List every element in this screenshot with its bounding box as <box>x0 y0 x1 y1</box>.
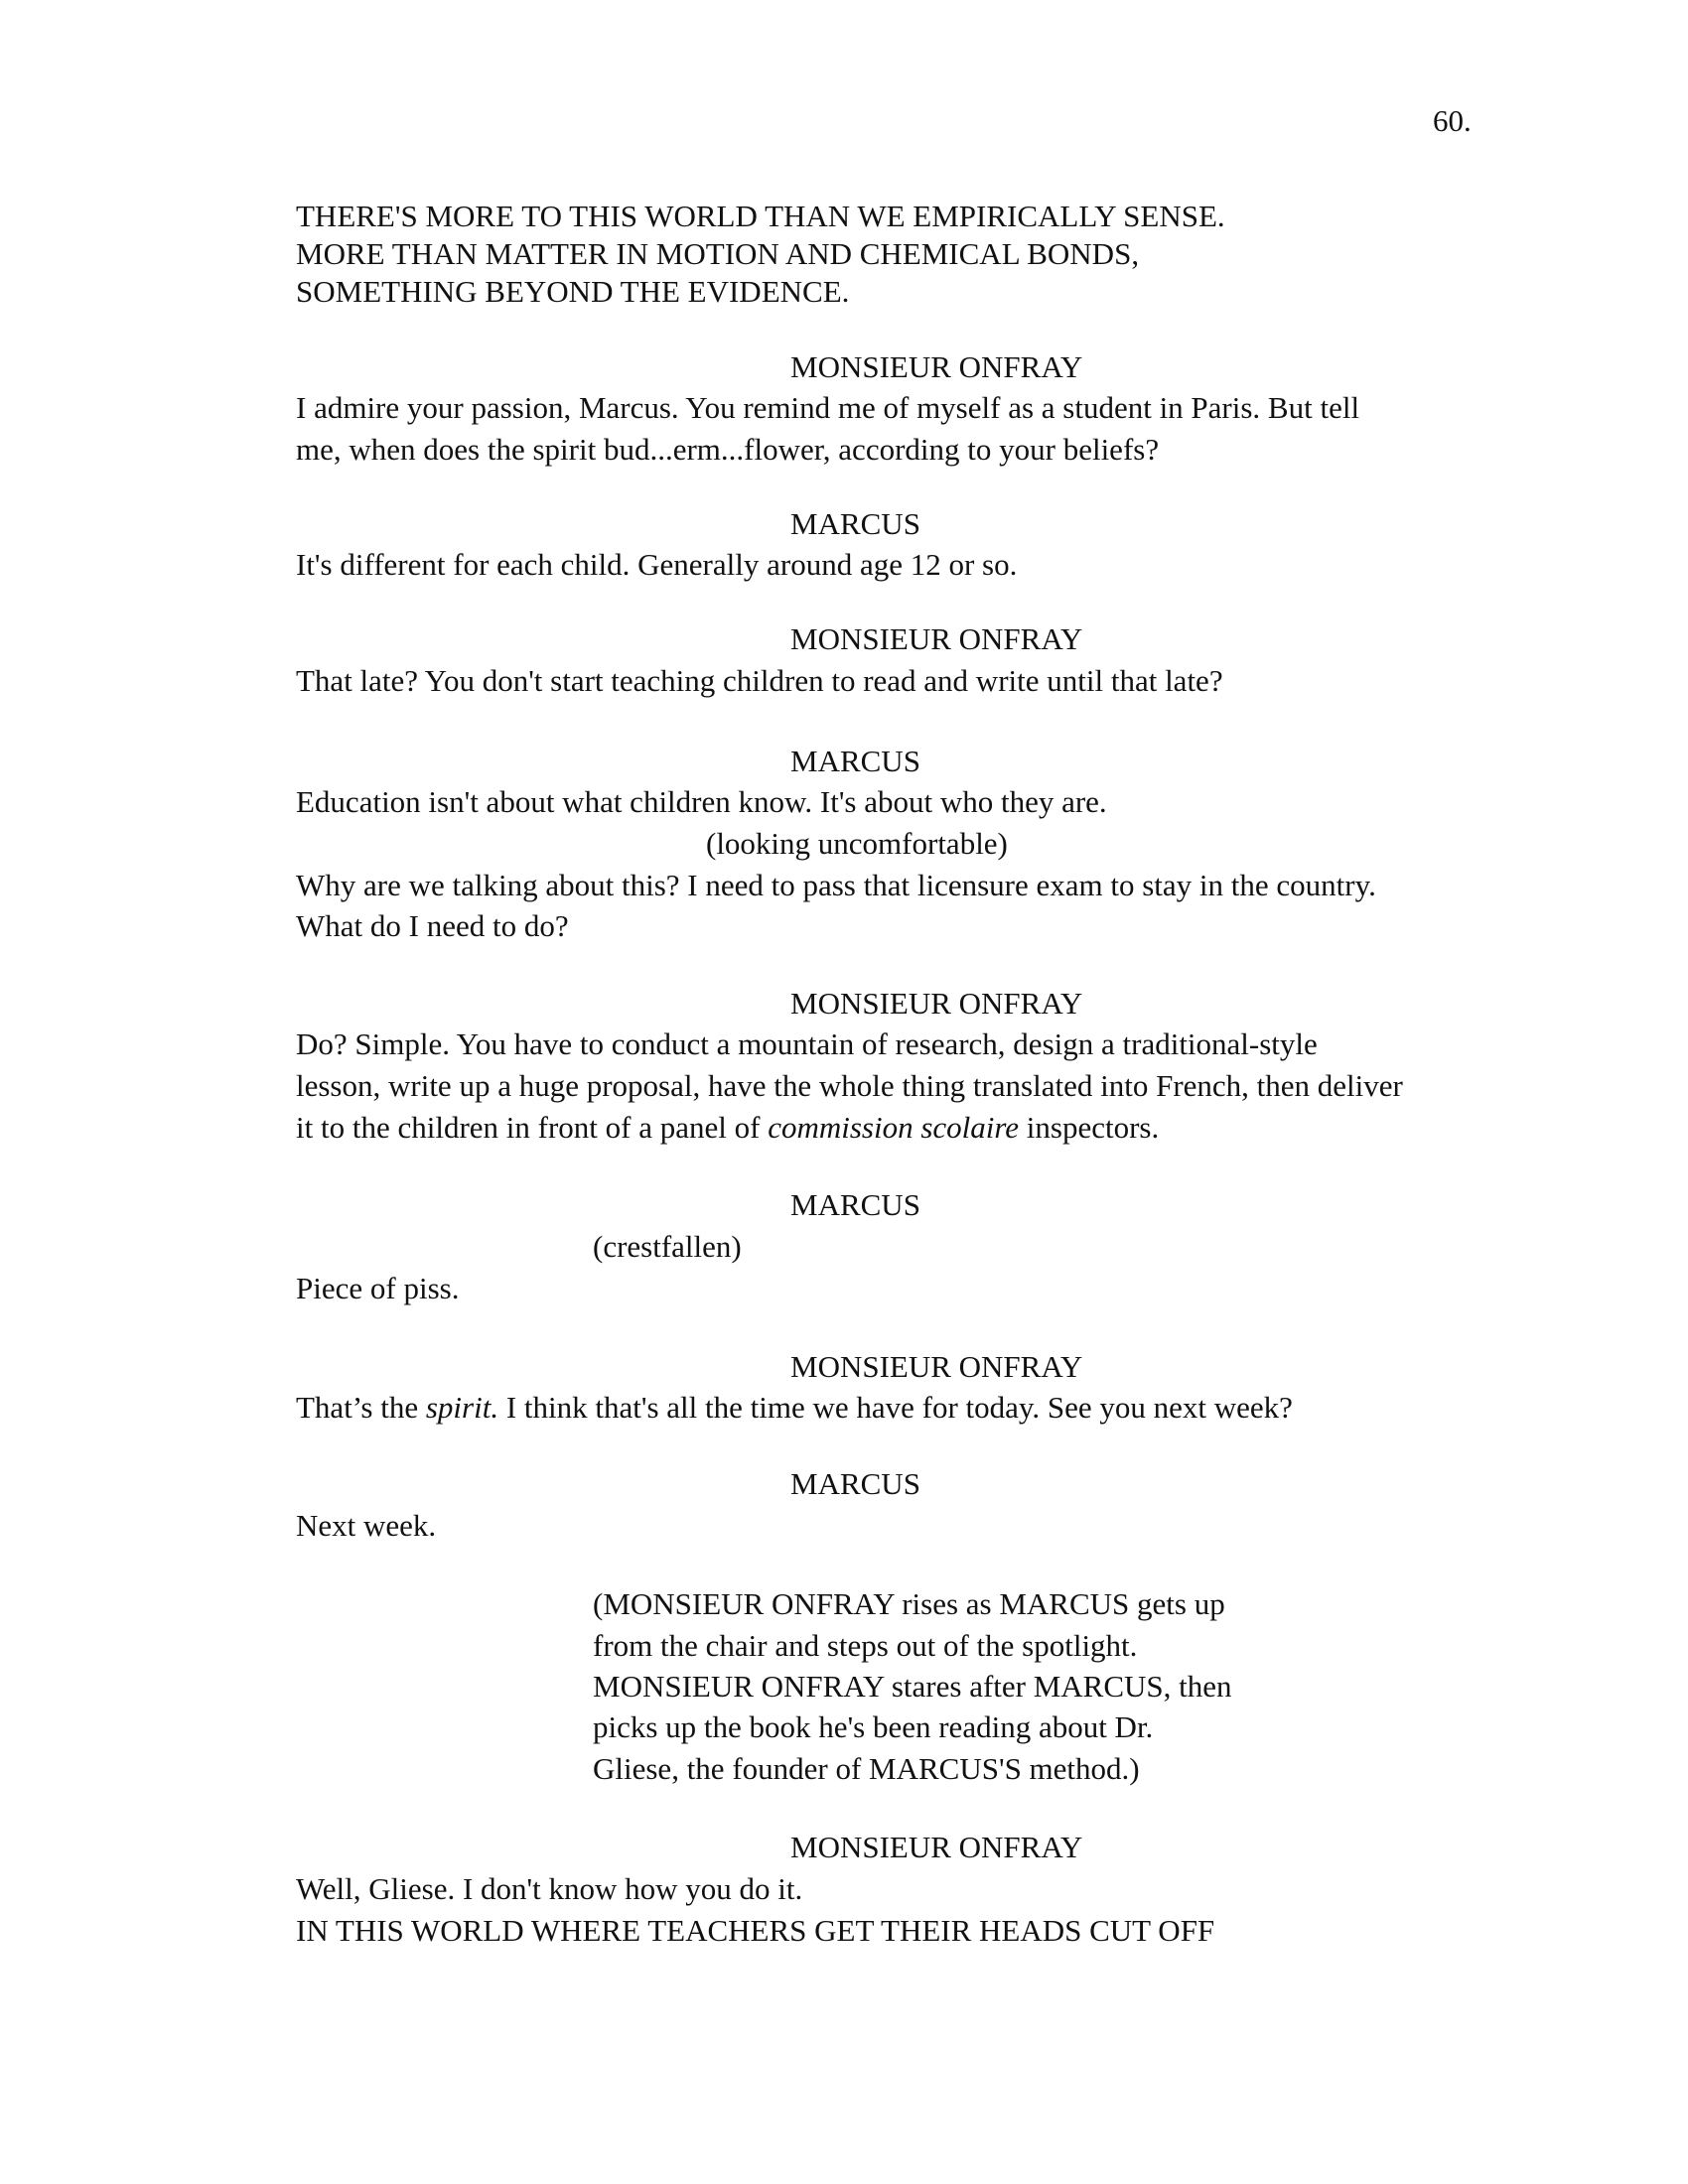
character-name: MARCUS <box>790 1187 920 1222</box>
character-name: MONSIEUR ONFRAY <box>790 1830 1083 1864</box>
dialogue-line: lesson, write up a huge proposal, have the whole thing translated into French, then deliver <box>296 1068 1403 1103</box>
dialogue-line: Education isn't about what children know. It's about who they are. <box>296 784 1107 819</box>
dialogue-line: What do I need to do? <box>296 908 569 943</box>
dialogue-line: me, when does the spirit bud...erm...flower, according to your beliefs? <box>296 432 1160 467</box>
dialogue-italic-text: spirit. <box>425 1390 499 1425</box>
character-name: MONSIEUR ONFRAY <box>790 1349 1083 1384</box>
stage-direction-line: (MONSIEUR ONFRAY rises as MARCUS gets up <box>593 1586 1225 1621</box>
stage-direction-line: MONSIEUR ONFRAY stares after MARCUS, then <box>593 1669 1232 1704</box>
stage-direction-line: from the chair and steps out of the spotlight. <box>593 1628 1138 1663</box>
character-name: MARCUS <box>790 506 920 541</box>
lyric-line: IN THIS WORLD WHERE TEACHERS GET THEIR HEADS CUT OFF <box>296 1913 1215 1948</box>
lyric-line: THERE'S MORE TO THIS WORLD THAN WE EMPIRICALLY SENSE. <box>296 199 1225 233</box>
dialogue-line: That late? You don't start teaching children to read and write until that late? <box>296 663 1223 698</box>
dialogue-text: inspectors. <box>1019 1110 1160 1145</box>
dialogue-line: It's different for each child. Generally around age 12 or so. <box>296 547 1018 582</box>
lyric-line: SOMETHING BEYOND THE EVIDENCE. <box>296 274 850 309</box>
parenthetical: (crestfallen) <box>593 1229 742 1264</box>
dialogue-italic-text: commission scolaire <box>768 1110 1020 1145</box>
dialogue-line: I admire your passion, Marcus. You remind me of myself as a student in Paris. But tell <box>296 390 1360 425</box>
character-name: MONSIEUR ONFRAY <box>790 621 1083 656</box>
dialogue-line <box>296 1110 1159 1146</box>
character-name: MONSIEUR ONFRAY <box>790 349 1083 384</box>
dialogue-line: Next week. <box>296 1508 437 1543</box>
dialogue-line <box>296 1390 1293 1426</box>
character-name: MARCUS <box>790 1466 920 1501</box>
lyric-line: MORE THAN MATTER IN MOTION AND CHEMICAL BONDS, <box>296 236 1140 271</box>
character-name: MARCUS <box>790 744 920 778</box>
page-number: 60. <box>1433 103 1472 138</box>
stage-direction-line: picks up the book he's been reading about Dr. <box>593 1709 1154 1744</box>
dialogue-text: it to the children in front of a panel of <box>296 1110 769 1145</box>
parenthetical: (looking uncomfortable) <box>706 826 1008 861</box>
dialogue-text: I think that's all the time we have for today. See you next week? <box>498 1390 1293 1425</box>
dialogue-line: Why are we talking about this? I need to pass that licensure exam to stay in the country. <box>296 868 1376 902</box>
dialogue-line: Piece of piss. <box>296 1271 460 1305</box>
dialogue-line: Do? Simple. You have to conduct a mountain of research, design a traditional-style <box>296 1026 1318 1061</box>
dialogue-line: Well, Gliese. I don't know how you do it. <box>296 1871 803 1906</box>
dialogue-text: That’s the <box>296 1390 426 1425</box>
character-name: MONSIEUR ONFRAY <box>790 986 1083 1021</box>
stage-direction-line: Gliese, the founder of MARCUS'S method.) <box>593 1751 1140 1786</box>
